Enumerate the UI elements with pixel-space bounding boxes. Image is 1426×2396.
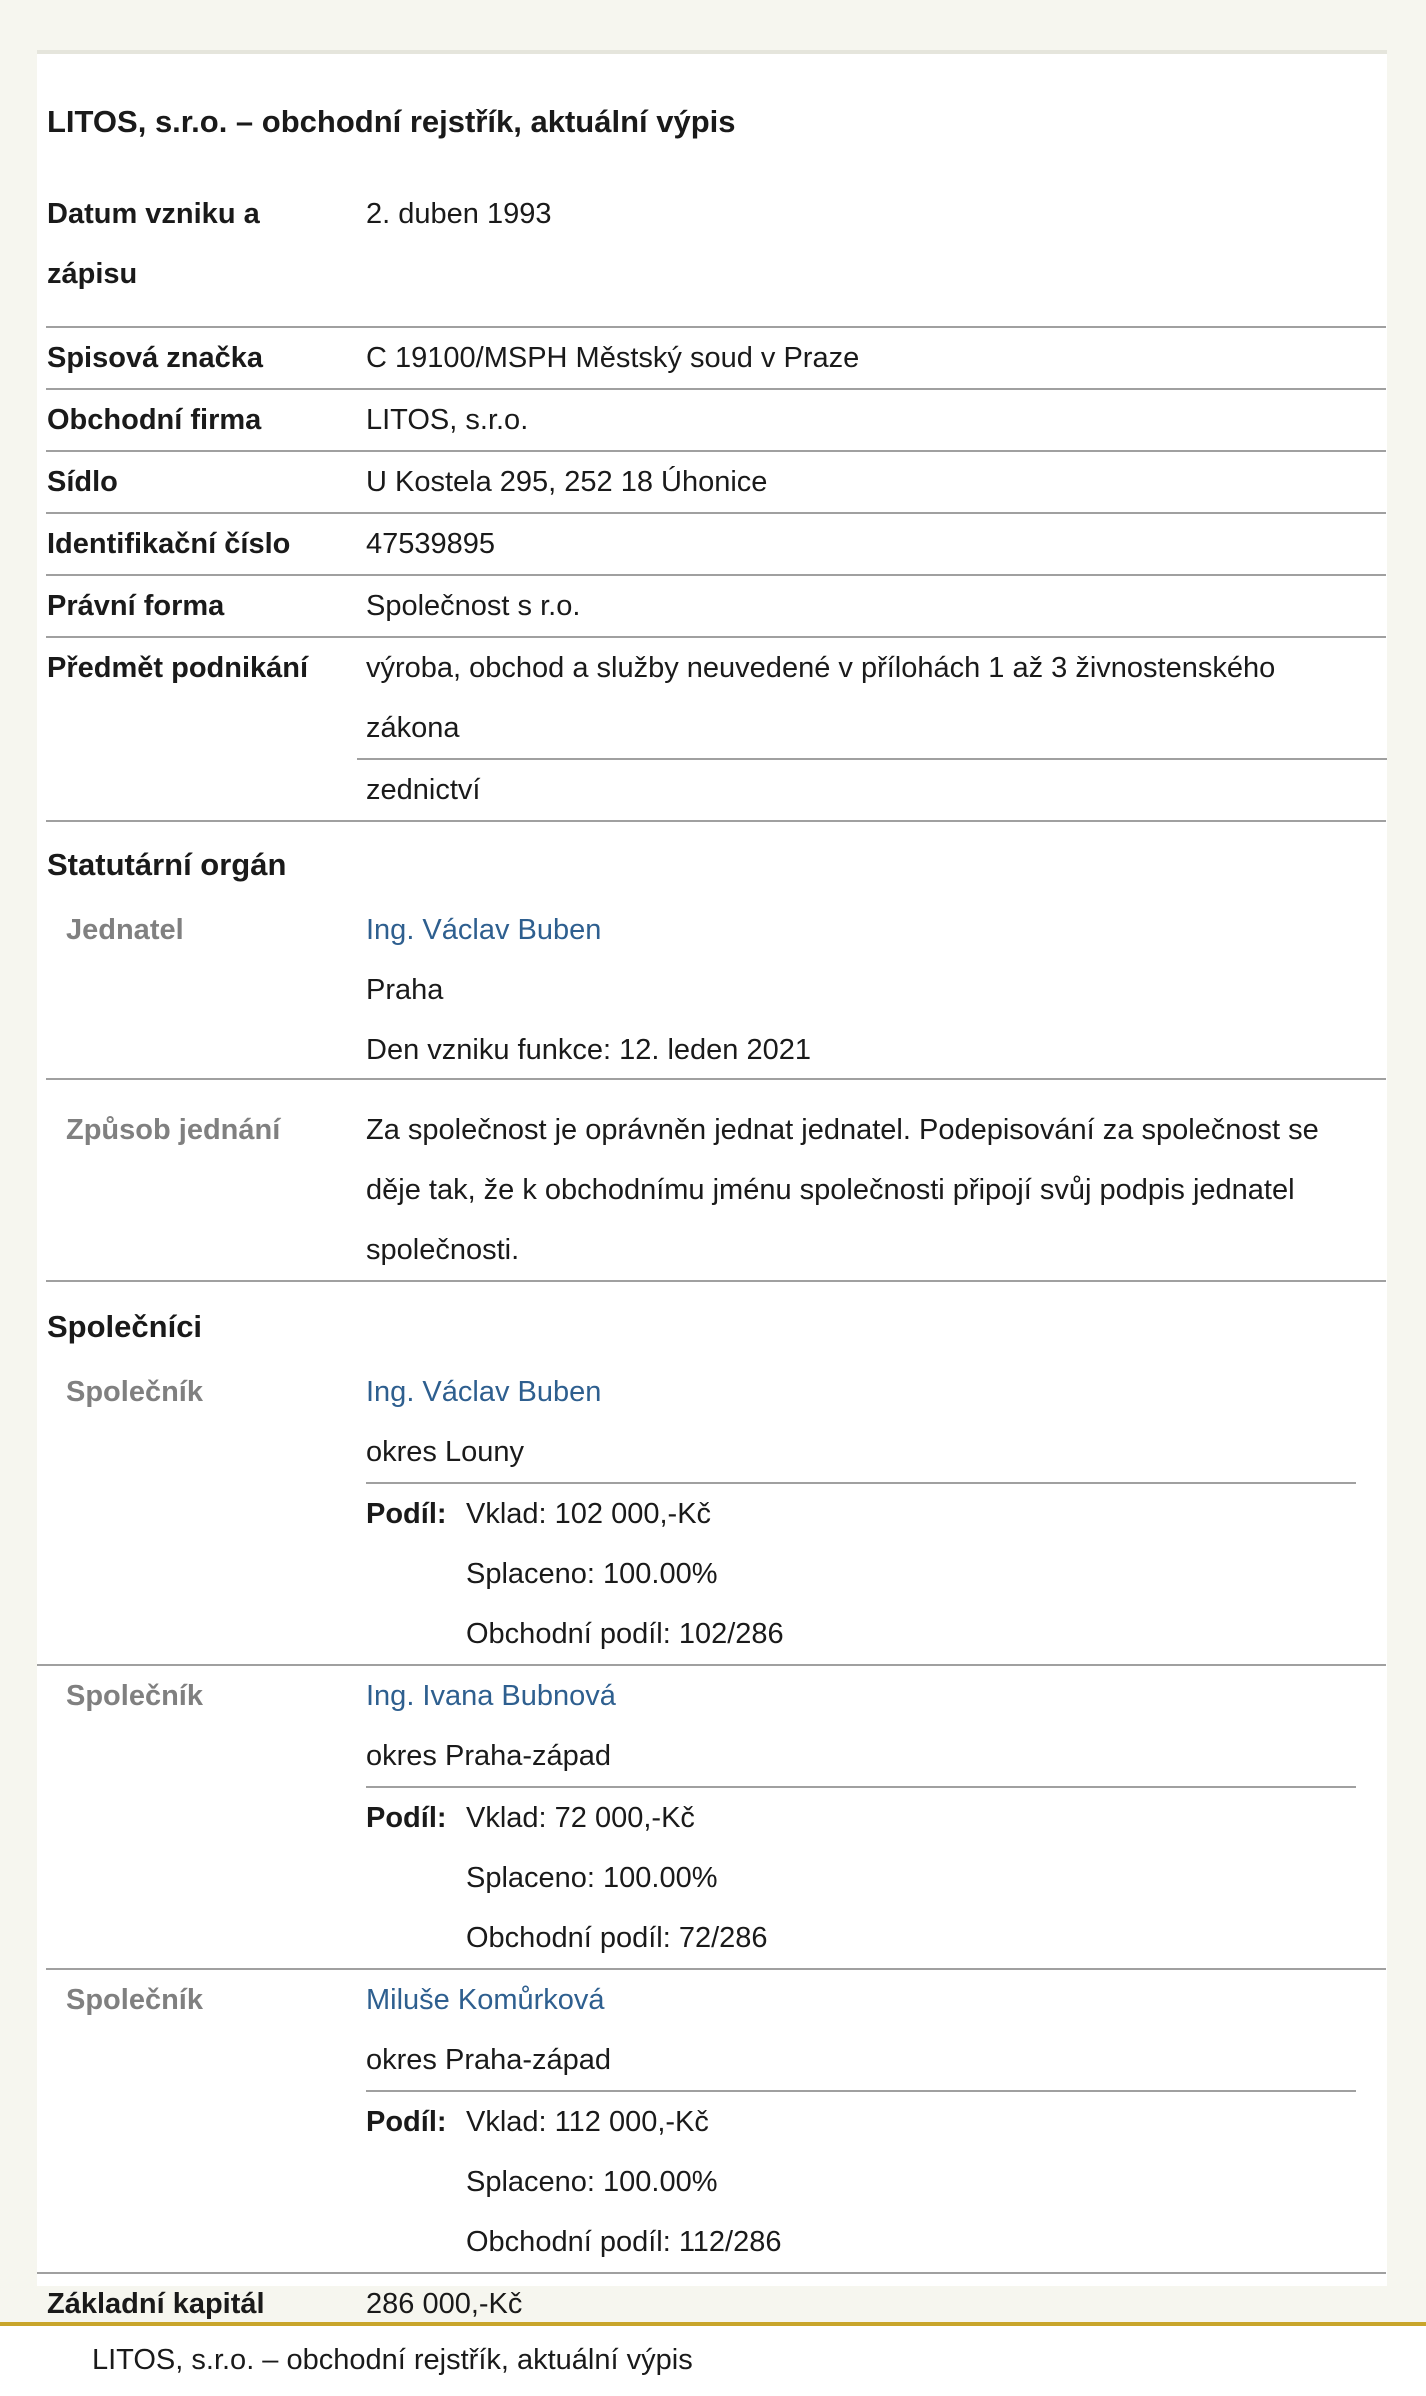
spolecnik-label: Společník: [66, 1680, 203, 1712]
sidlo-label: Sídlo: [47, 466, 118, 498]
predmet-value: výroba, obchod a služby neuvedené v přílohách 1 až 3 živnostenského zákona: [366, 652, 1276, 744]
sidlo-value: U Kostela 295, 252 18 Úhonice: [366, 466, 768, 498]
registry-card: [37, 50, 1387, 2320]
obchodni-podil-value: Obchodní podíl: 72/286: [466, 1922, 768, 1954]
zpusob-text: Za společnost je oprávněn jednat jednatel. Podepisování za společnost se děje tak, že k obchodnímu jménu společnosti připojí svůj podpis jednatel společnosti.: [366, 1114, 1319, 1266]
ico-value: 47539895: [366, 528, 496, 560]
kapital-value: 286 000,-Kč: [366, 2288, 523, 2320]
spolecnik-district: okres Praha-západ: [366, 1740, 612, 1772]
row-divider: [46, 1666, 1386, 1970]
row-divider: [46, 576, 1386, 638]
spisova-label: Spisová značka: [47, 342, 263, 374]
spolecnik-name-link[interactable]: Miluše Komůrková: [366, 1984, 605, 2016]
podil-label: Podíl:: [366, 1498, 447, 1530]
jednatel-since: Den vzniku funkce: 12. leden 2021: [366, 1034, 811, 1066]
row-divider: [46, 452, 1386, 514]
datum-label: Datum vzniku a zápisu: [47, 198, 260, 290]
predmet-value: zednictví: [366, 774, 481, 806]
podil-label: Podíl:: [366, 1802, 447, 1834]
firma-value: LITOS, s.r.o.: [366, 404, 529, 436]
spolecnici-heading: Společníci: [47, 1309, 203, 1344]
vklad-value: Vklad: 72 000,-Kč: [466, 1802, 695, 1834]
ico-label: Identifikační číslo: [47, 528, 291, 560]
splaceno-value: Splaceno: 100.00%: [466, 1862, 718, 1894]
spolecnik-name-link[interactable]: Ing. Václav Buben: [366, 1376, 602, 1408]
statutarni-heading: Statutární orgán: [47, 847, 287, 882]
row-divider: [46, 1080, 1386, 1282]
spolecnik-label: Společník: [66, 1984, 203, 2016]
vklad-value: Vklad: 112 000,-Kč: [466, 2106, 709, 2138]
row-divider: [37, 1970, 1386, 2274]
row-divider: [46, 900, 1386, 1080]
datum-value: 2. duben 1993: [366, 198, 552, 230]
jednatel-label: Jednatel: [66, 914, 184, 946]
spolecnik-district: okres Louny: [366, 1436, 524, 1468]
row-divider: [46, 234, 1386, 328]
row-divider: [46, 760, 1386, 822]
spisova-value: C 19100/MSPH Městský soud v Praze: [366, 342, 860, 374]
row-divider: [357, 638, 1387, 760]
podil-label: Podíl:: [366, 2106, 447, 2138]
footer-bar: [0, 2322, 1426, 2396]
obchodni-podil-value: Obchodní podíl: 112/286: [466, 2226, 782, 2258]
kapital-label: Základní kapitál: [47, 2288, 265, 2320]
row-divider: [46, 390, 1386, 452]
splaceno-value: Splaceno: 100.00%: [466, 1558, 718, 1590]
forma-value: Společnost s r.o.: [366, 590, 581, 622]
row-divider: [46, 328, 1386, 390]
row-divider: [46, 514, 1386, 576]
splaceno-value: Splaceno: 100.00%: [466, 2166, 718, 2198]
forma-label: Právní forma: [47, 590, 225, 622]
page-title: LITOS, s.r.o. – obchodní rejstřík, aktuální výpis: [47, 104, 736, 139]
jednatel-city: Praha: [366, 974, 444, 1006]
spolecnik-district: okres Praha-západ: [366, 2044, 612, 2076]
vklad-value: Vklad: 102 000,-Kč: [466, 1498, 712, 1530]
row-divider: [37, 1362, 1386, 1666]
firma-label: Obchodní firma: [47, 404, 262, 436]
obchodni-podil-value: Obchodní podíl: 102/286: [466, 1618, 784, 1650]
spolecnik-name-link[interactable]: Ing. Ivana Bubnová: [366, 1680, 616, 1712]
spolecnik-label: Společník: [66, 1376, 203, 1408]
predmet-label: Předmět podnikání: [47, 652, 309, 684]
jednatel-name-link[interactable]: Ing. Václav Buben: [366, 914, 602, 946]
footer-title: LITOS, s.r.o. – obchodní rejstřík, aktuální výpis: [92, 2344, 693, 2376]
zpusob-label: Způsob jednání: [66, 1114, 281, 1146]
